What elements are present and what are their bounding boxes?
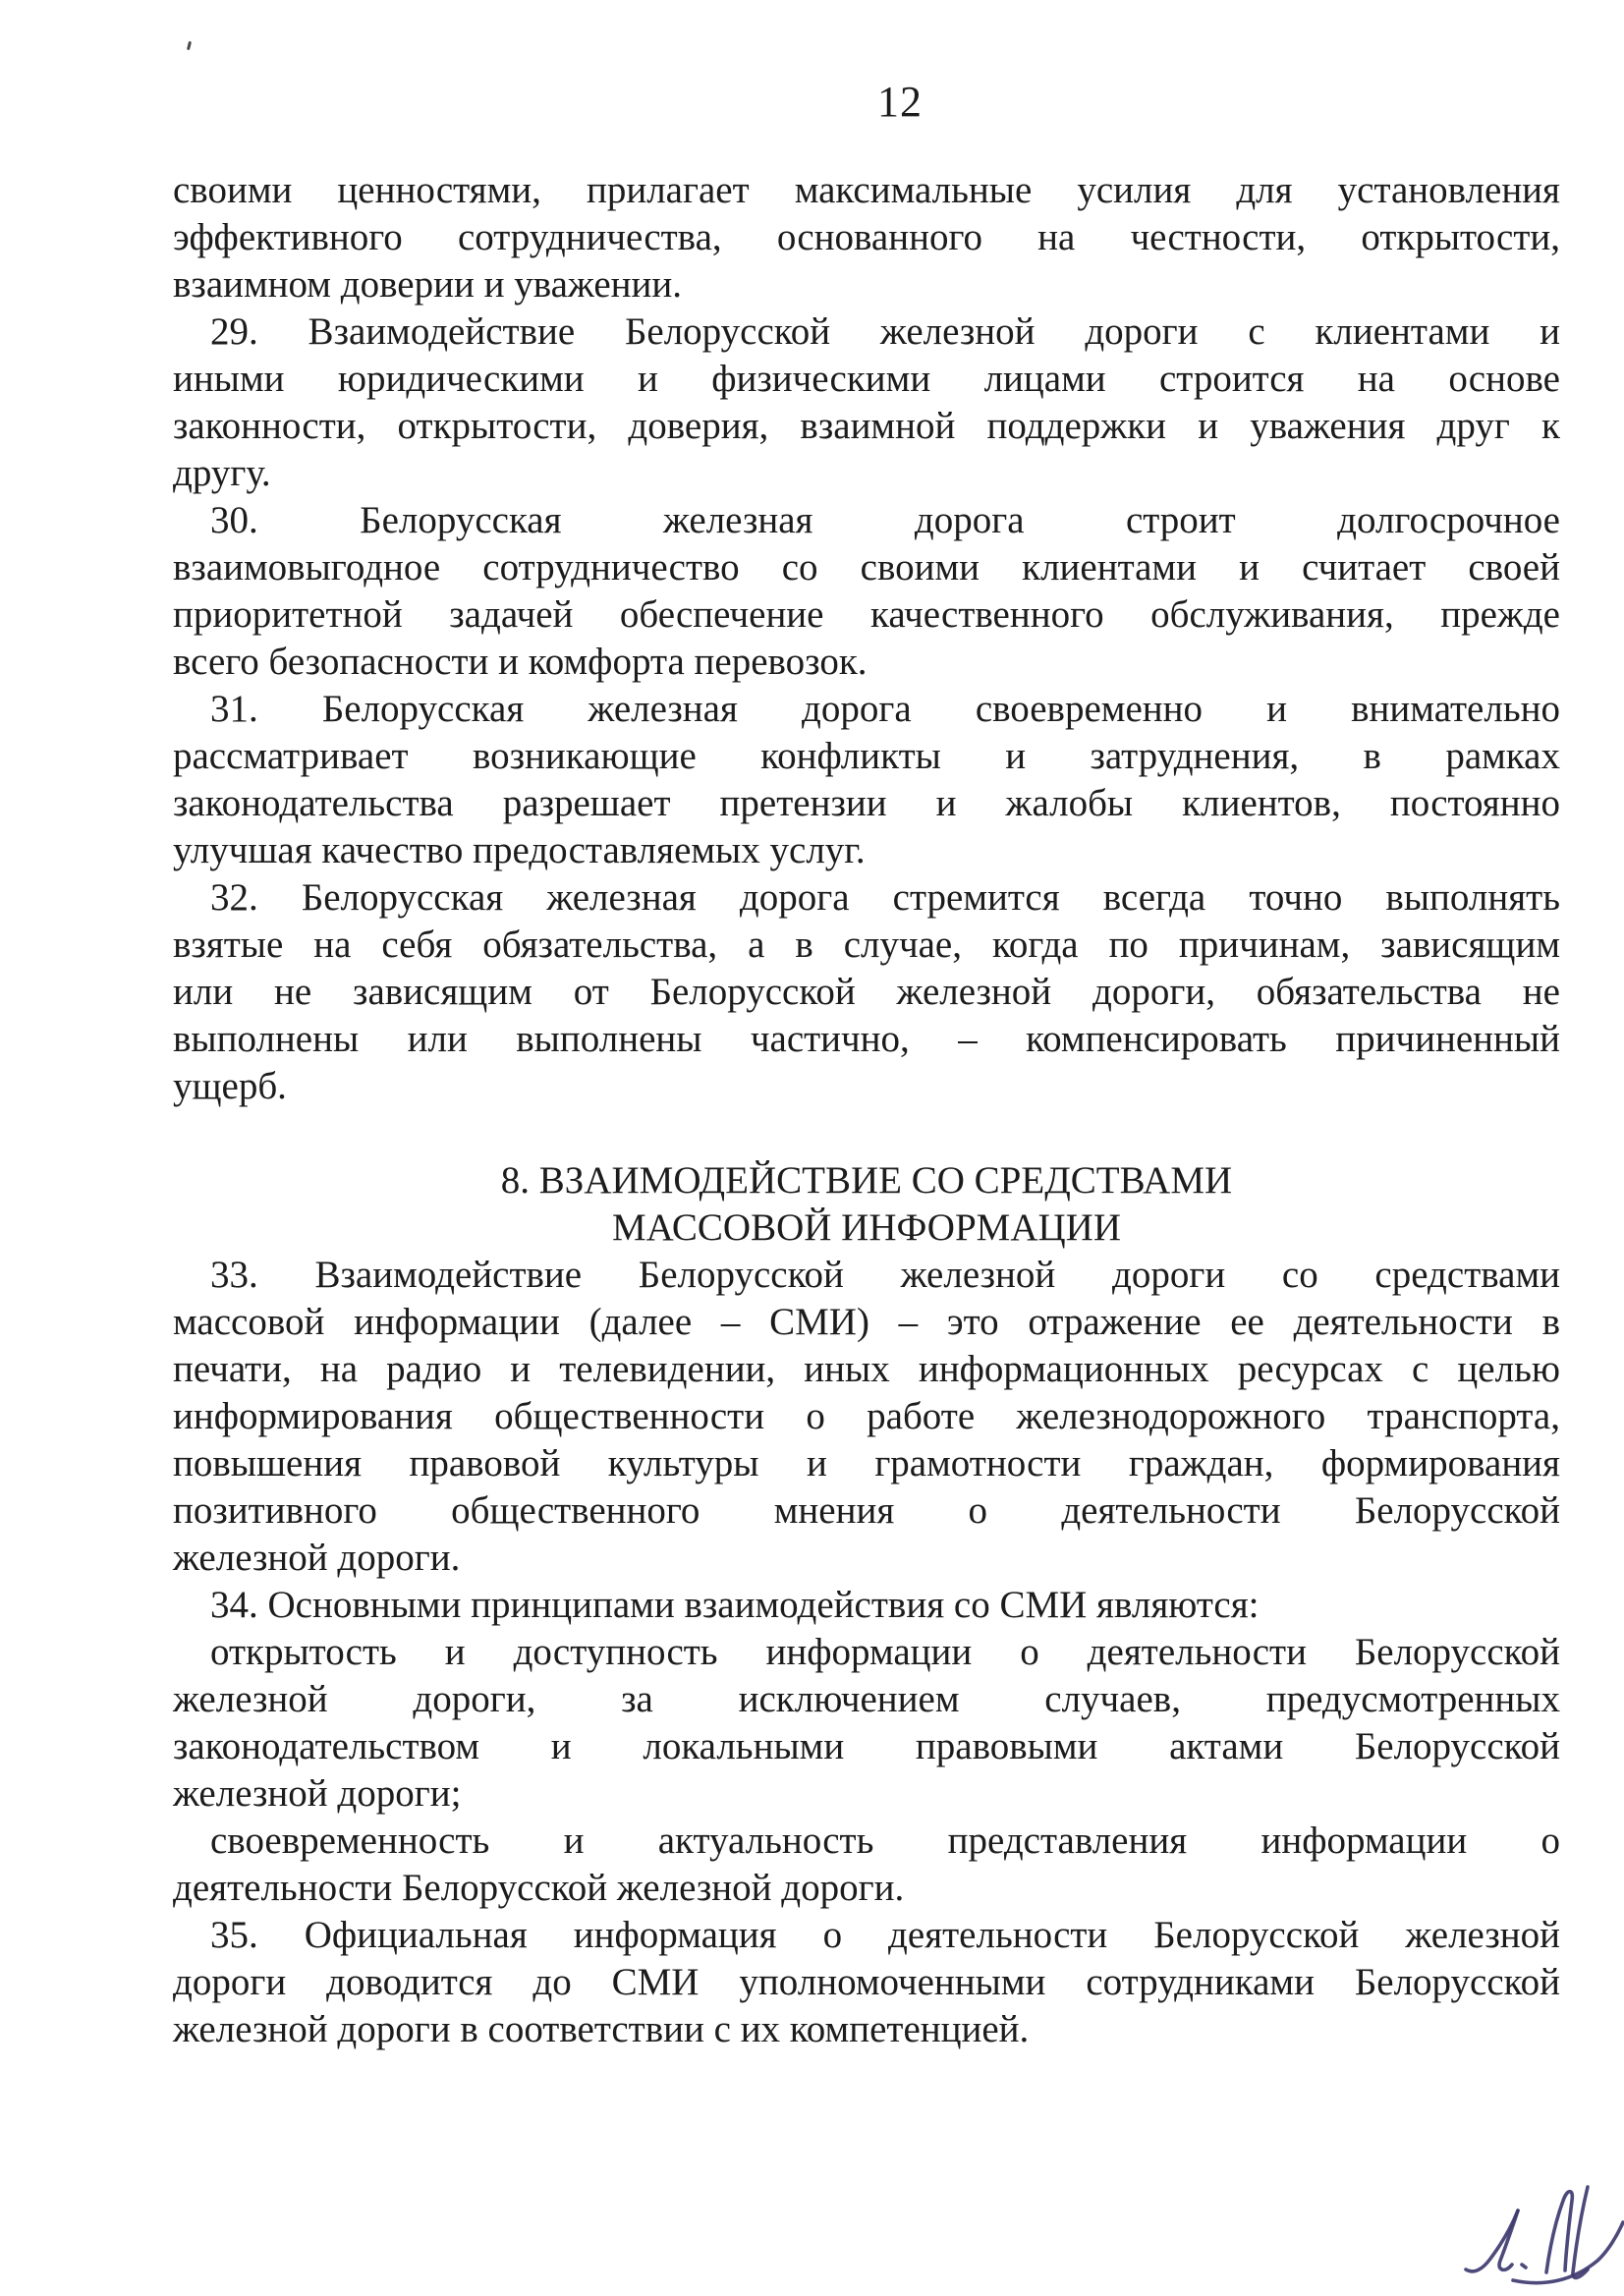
text-line: информирования общественности о работе железнодорожного транспорта, xyxy=(173,1395,1560,1437)
text-line: взаимовыгодное сотрудничество со своими клиентами и считает своей xyxy=(173,546,1560,588)
paragraph xyxy=(173,167,1560,308)
paragraph-list-item-openness xyxy=(173,1629,1560,1818)
text-line: повышения правовой культуры и грамотности граждан, формирования xyxy=(173,1442,1560,1484)
text-line: железной дороги; xyxy=(173,1772,462,1815)
text-line: другу. xyxy=(173,452,271,494)
paragraph-list-item-timeliness xyxy=(173,1818,1560,1912)
text-line: 35. Официальная информация о деятельности Белорусской железной xyxy=(210,1914,1560,1956)
page-number: 12 xyxy=(877,78,923,126)
text-line: улучшая качество предоставляемых услуг. xyxy=(173,829,866,871)
text-line: 32. Белорусская железная дорога стремится всегда точно выполнять xyxy=(210,876,1560,919)
signature-ink-icon xyxy=(1460,2173,1624,2289)
text-line: открытость и доступность информации о деятельности Белорусской xyxy=(210,1631,1560,1673)
text-line: железной дороги в соответствии с их компетенцией. xyxy=(173,2008,1030,2050)
text-line: эффективного сотрудничества, основанного на честности, открытости, xyxy=(173,216,1560,258)
paragraph-29 xyxy=(173,308,1560,497)
text-line: деятельности Белорусской железной дороги. xyxy=(173,1867,905,1909)
text-line: взятые на себя обязательства, а в случае, когда по причинам, зависящим xyxy=(173,924,1560,966)
paragraph-31 xyxy=(173,686,1560,874)
text-line: законодательством и локальными правовыми актами Белорусской xyxy=(173,1725,1560,1767)
text-line: выполнены или выполнены частично, – компенсировать причиненный xyxy=(173,1018,1560,1060)
section-heading xyxy=(173,1157,1560,1252)
text-line: железной дороги, за исключением случаев, предусмотренных xyxy=(173,1678,1560,1720)
text-line: законности, открытости, доверия, взаимной поддержки и уважения друг к xyxy=(173,405,1560,447)
section-heading-line: МАССОВОЙ ИНФОРМАЦИИ xyxy=(612,1206,1121,1249)
text-line: приоритетной задачей обеспечение качественного обслуживания, прежде xyxy=(173,593,1560,636)
section-heading-line: 8. ВЗАИМОДЕЙСТВИЕ СО СРЕДСТВАМИ xyxy=(500,1159,1233,1202)
paragraph-32 xyxy=(173,874,1560,1110)
text-line: или не зависящим от Белорусской железной дороги, обязательства не xyxy=(173,971,1560,1013)
text-line: печати, на радио и телевидении, иных информационных ресурсах с целью xyxy=(173,1348,1560,1390)
text-line: 29. Взаимодействие Белорусской железной дороги с клиентами и xyxy=(210,310,1560,353)
text-line: иными юридическими и физическими лицами строится на основе xyxy=(173,358,1560,400)
text-line: законодательства разрешает претензии и жалобы клиентов, постоянно xyxy=(173,782,1560,824)
text-line: 31. Белорусская железная дорога своевременно и внимательно xyxy=(210,688,1560,730)
text-line: взаимном доверии и уважении. xyxy=(173,263,683,306)
text-line: 33. Взаимодействие Белорусской железной дороги со средствами xyxy=(210,1254,1560,1296)
paragraph-35 xyxy=(173,1912,1560,2053)
text-line: позитивного общественного мнения о деятельности Белорусской xyxy=(173,1489,1560,1532)
text-line: своими ценностями, прилагает максимальные усилия для установления xyxy=(173,169,1560,211)
paragraph-34 xyxy=(173,1582,1560,1629)
text-line: массовой информации (далее – СМИ) – это отражение ее деятельности в xyxy=(173,1301,1560,1343)
paragraph-33 xyxy=(173,1252,1560,1582)
scan-artifact xyxy=(187,41,192,50)
handwritten-signature xyxy=(1460,2173,1624,2289)
text-line: железной дороги. xyxy=(173,1537,461,1579)
paragraph-30 xyxy=(173,497,1560,686)
text-line: ущерб. xyxy=(173,1065,287,1107)
document-body xyxy=(173,167,1560,2053)
text-line: рассматривает возникающие конфликты и затруднения, в рамках xyxy=(173,735,1560,777)
text-line: всего безопасности и комфорта перевозок. xyxy=(173,641,868,683)
text-line: своевременность и актуальность представления информации о xyxy=(210,1820,1560,1862)
text-line: 30. Белорусская железная дорога строит долгосрочное xyxy=(210,499,1560,541)
text-line: дороги доводится до СМИ уполномоченными сотрудниками Белорусской xyxy=(173,1961,1560,2003)
text-line: 34. Основными принципами взаимодействия со СМИ являются: xyxy=(210,1584,1260,1626)
